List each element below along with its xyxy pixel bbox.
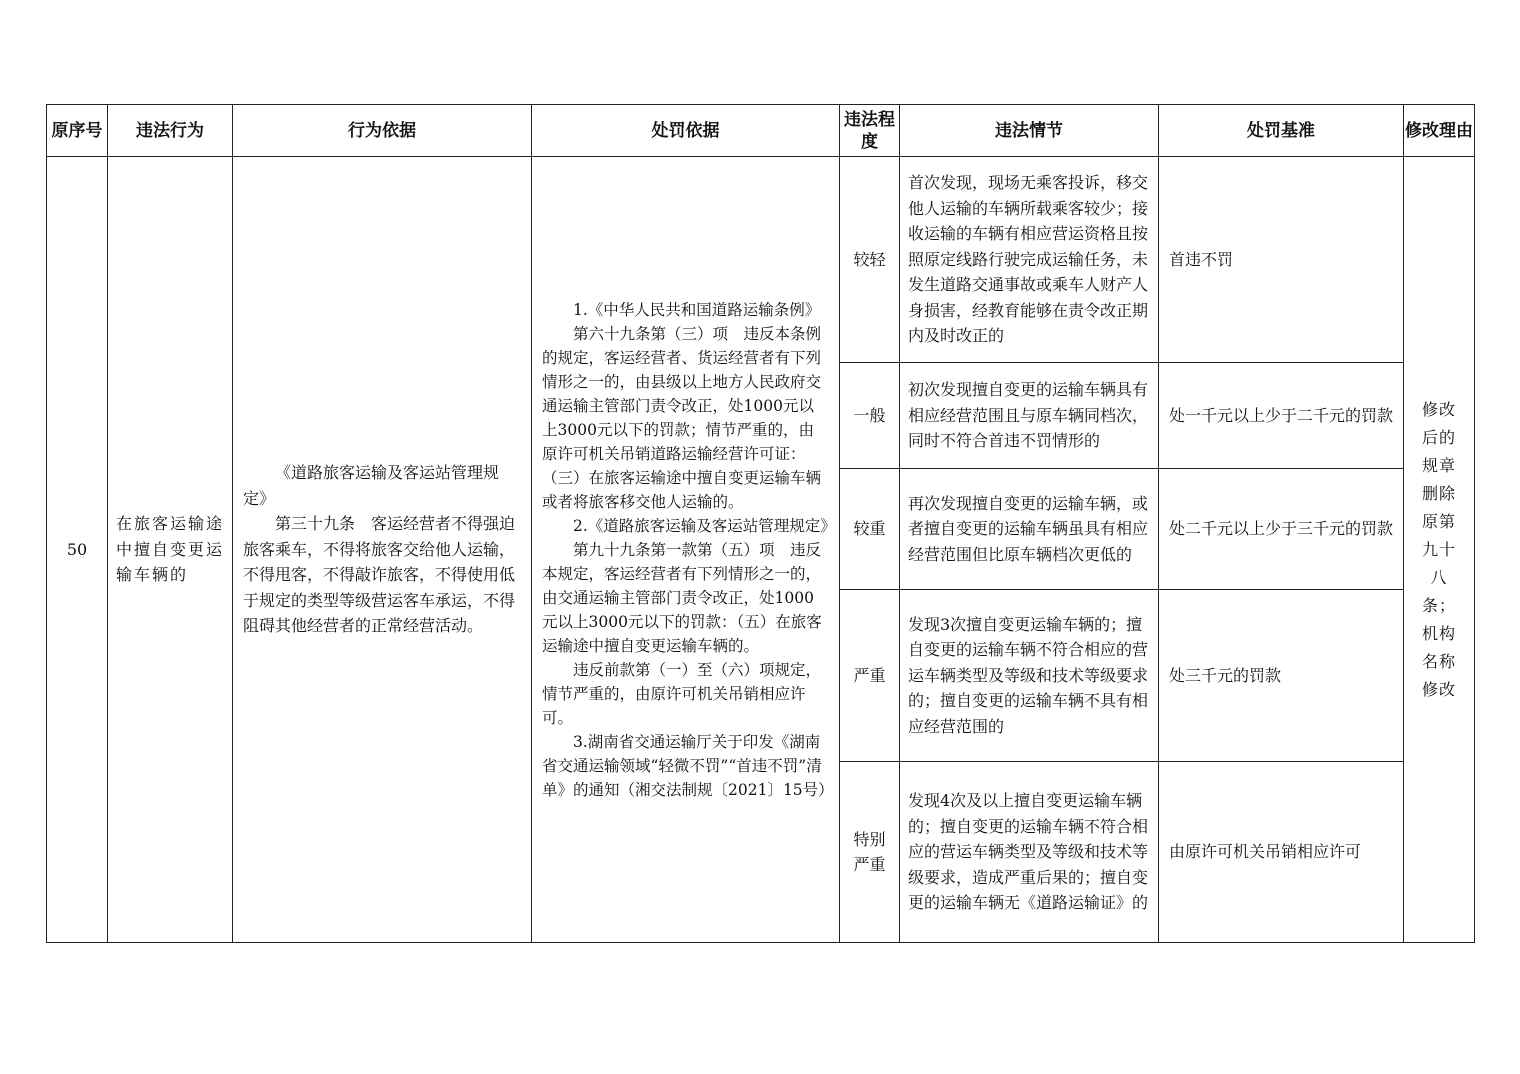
basis-title: 《道路旅客运输及客运站管理规定》	[243, 463, 500, 508]
table-row	[47, 157, 1475, 363]
standard-cell: 处一千元以上少于二千元的罚款	[1159, 363, 1404, 469]
punish-basis-item: 1.《中华人民共和国道路运输条例》	[573, 300, 821, 319]
row-reason: 修改后的规章删除原第九十八条；机构名称修改	[1404, 157, 1475, 943]
penalty-table	[46, 104, 1475, 943]
row-punish-basis	[532, 157, 840, 943]
header-seq: 原序号	[47, 105, 108, 157]
header-degree: 违法程度	[840, 105, 900, 157]
standard-cell: 处三千元的罚款	[1159, 590, 1404, 762]
circumstance-cell: 发现3次擅自变更运输车辆的；擅自变更的运输车辆不符合相应的营运车辆类型及等级和技术等级要求的；擅自变更的运输车辆不具有相应经营范围的	[900, 590, 1159, 762]
degree-cell: 一般	[840, 363, 900, 469]
punish-basis-item: 3.湖南省交通运输厅关于印发《湖南省交通运输领域“轻微不罚”“首违不罚”清单》的通知（湘交法制规〔2021〕15号）	[542, 732, 834, 799]
header-circumstance: 违法情节	[900, 105, 1159, 157]
header-act: 违法行为	[108, 105, 233, 157]
header-basis: 行为依据	[233, 105, 532, 157]
header-standard: 处罚基准	[1159, 105, 1404, 157]
degree-cell: 较轻	[840, 157, 900, 363]
row-act: 在旅客运输途中擅自变更运输车辆的	[108, 157, 233, 943]
punish-basis-item: 2.《道路旅客运输及客运站管理规定》	[573, 516, 836, 535]
punish-basis-item: 第九十九条第一款第（五）项 违反本规定，客运经营者有下列情形之一的，由交通运输主管部门责令改正，处1000元以上3000元以下的罚款：（五）在旅客运输途中擅自变更运输车辆的。	[542, 540, 822, 655]
circumstance-cell: 初次发现擅自变更的运输车辆具有相应经营范围且与原车辆同档次，同时不符合首违不罚情形的	[900, 363, 1159, 469]
punish-basis-item: 违反前款第（一）至（六）项规定，情节严重的，由原许可机关吊销相应许可。	[542, 660, 822, 727]
standard-cell: 由原许可机关吊销相应许可	[1159, 762, 1404, 943]
degree-cell: 较重	[840, 469, 900, 590]
header-reason: 修改理由	[1404, 105, 1475, 157]
degree-cell: 特别严重	[840, 762, 900, 943]
standard-cell: 首违不罚	[1159, 157, 1404, 363]
circumstance-cell: 发现4次及以上擅自变更运输车辆的；擅自变更的运输车辆不符合相应的营运车辆类型及等级和技术等级要求，造成严重后果的；擅自变更的运输车辆无《道路运输证》的	[900, 762, 1159, 943]
standard-cell: 处二千元以上少于三千元的罚款	[1159, 469, 1404, 590]
header-row	[47, 105, 1475, 157]
degree-cell: 严重	[840, 590, 900, 762]
circumstance-cell: 首次发现，现场无乘客投诉，移交他人运输的车辆所载乘客较少；接收运输的车辆有相应营运资格且按照原定线路行驶完成运输任务，未发生道路交通事故或乘车人财产人身损害，经教育能够在责令改正期内及时改正的	[900, 157, 1159, 363]
basis-text: 第三十九条 客运经营者不得强迫旅客乘车，不得将旅客交给他人运输，不得甩客，不得敲诈旅客，不得使用低于规定的类型等级营运客车承运，不得阻碍其他经营者的正常经营活动。	[243, 514, 516, 636]
circumstance-cell: 再次发现擅自变更的运输车辆，或者擅自变更的运输车辆虽具有相应经营范围但比原车辆档次更低的	[900, 469, 1159, 590]
row-basis	[233, 157, 532, 943]
header-punish-basis: 处罚依据	[532, 105, 840, 157]
punish-basis-item: 第六十九条第（三）项 违反本条例的规定，客运经营者、货运经营者有下列情形之一的，由县级以上地方人民政府交通运输主管部门责令改正，处1000元以上3000元以下的罚款；情节严重的，由原许可机关吊销道路运输经营许可证：（三）在旅客运输途中擅自变更运输车辆或者将旅客移交他人运输的。	[542, 324, 822, 511]
row-seq: 50	[47, 157, 108, 943]
